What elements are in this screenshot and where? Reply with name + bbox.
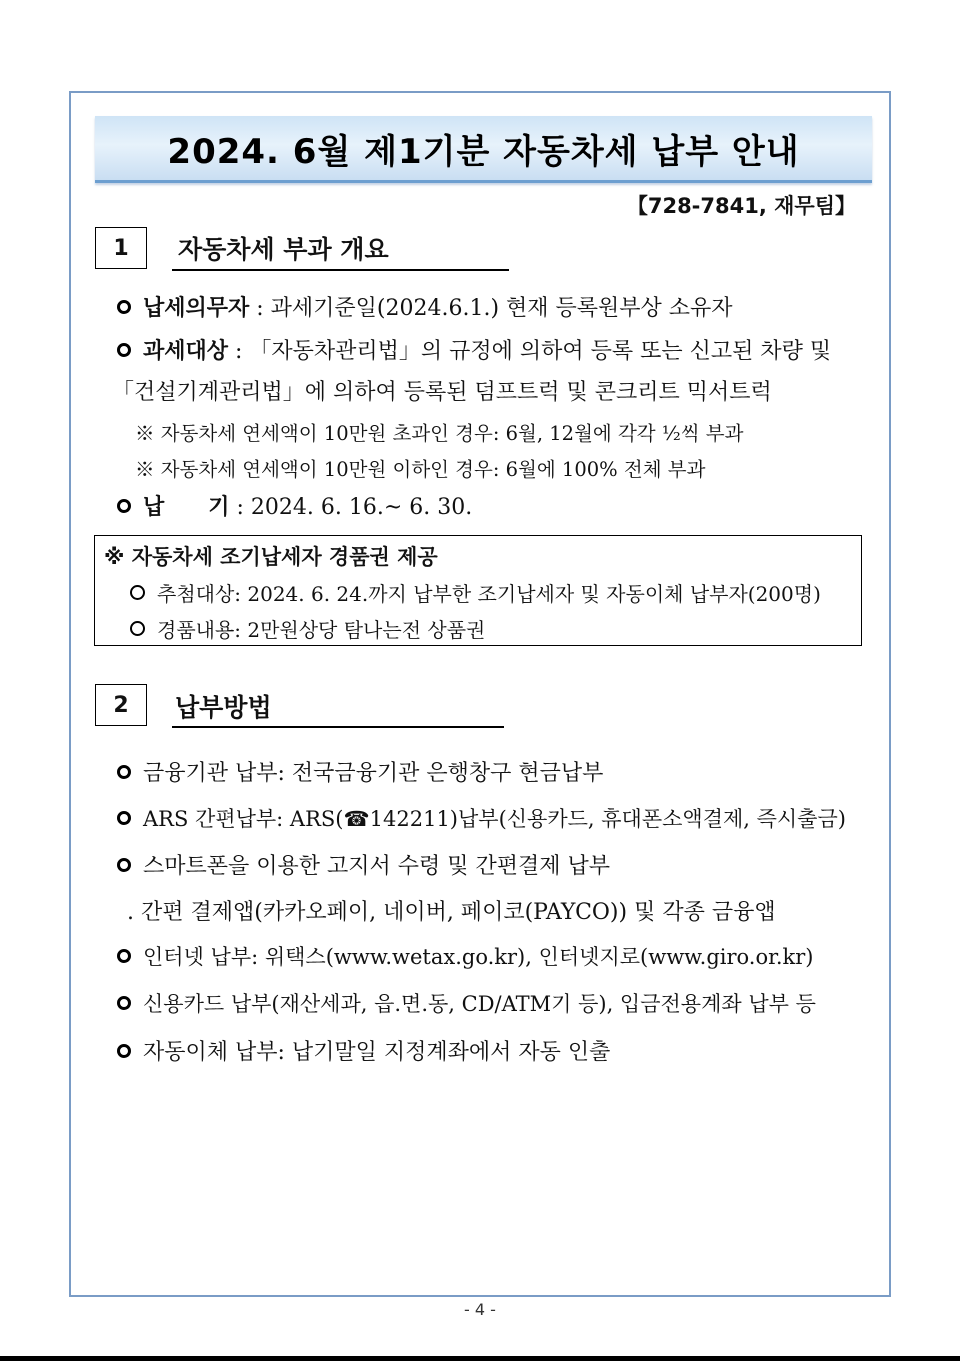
circle-bullet-icon [130,621,145,636]
note-over-100k: ※ 자동차세 연세액이 10만원 초과인 경우: 6월, 12월에 각각 ½씩 부과 [135,422,744,445]
notice-item-draw [130,578,821,607]
contact-info: 【728-7841, 재무팀】 [626,194,856,218]
title-banner [95,116,872,183]
payment-method-smartphone [117,849,610,880]
circle-bullet-icon [117,499,131,513]
deadline-label: 납 기 [143,495,230,520]
circle-bullet-icon [130,585,145,600]
circle-bullet-icon [117,300,131,314]
notice-item-prize-text: 경품내용: 2만원상당 탐나는전 상품권 [157,618,486,642]
section-number-1: 1 [95,227,147,269]
notice-title: ※ 자동차세 조기납세자 경품권 제공 [104,545,438,569]
section-title-1: 자동차세 부과 개요 [178,235,389,264]
target-text: : 「자동차관리법」의 규정에 의하여 등록 또는 신고된 차량 및 [235,339,832,364]
deadline-line [117,490,472,521]
payment-method-bank [117,756,603,787]
section-number-2: 2 [95,684,147,726]
taxpayer-label: 납세의무자 [143,296,250,321]
circle-bullet-icon [117,343,131,357]
deadline-text: : 2024. 6. 16.~ 6. 30. [236,495,473,520]
circle-bullet-icon [117,949,131,963]
section-title-2: 납부방법 [175,693,272,722]
circle-bullet-icon [117,765,131,779]
circle-bullet-icon [117,858,131,872]
target-label: 과세대상 [143,339,229,364]
payment-method-text: 스마트폰을 이용한 고지서 수령 및 간편결제 납부 [143,854,611,879]
circle-bullet-icon [117,811,131,825]
note-under-100k: ※ 자동차세 연세액이 10만원 이하인 경우: 6월에 100% 전체 부과 [135,458,706,481]
page-number: - 4 - [464,1300,496,1319]
payment-method-text: 인터넷 납부: 위택스(www.wetax.go.kr), 인터넷지로(www.giro.or.kr) [143,945,814,969]
payment-method-text: ARS 간편납부: ARS(☎142211)납부(신용카드, 휴대폰소액결제, 즉시출금) [143,807,846,831]
payment-method-text: 금융기관 납부: 전국금융기관 은행창구 현금납부 [143,761,604,786]
target-line [117,334,831,365]
notice-item-draw-text: 추첨대상: 2024. 6. 24.까지 납부한 조기납세자 및 자동이체 납부자(200명) [157,582,821,606]
payment-method-text: 자동이체 납부: 납기말일 지정계좌에서 자동 인출 [143,1040,611,1065]
target-text-continued: 「건설기계관리법」에 의하여 등록된 덤프트럭 및 콘크리트 믹서트럭 [112,380,772,405]
section-underline-1 [172,269,509,271]
payment-method-text: 신용카드 납부(재산세과, 읍.면.동, CD/ATM기 등), 입금전용계좌 납부 등 [143,992,816,1016]
circle-bullet-icon [117,1044,131,1058]
payment-method-card [117,988,816,1018]
taxpayer-text: : 과세기준일(2024.6.1.) 현재 등록원부상 소유자 [256,296,733,321]
section-underline-2 [172,726,504,728]
payment-method-autodebit [117,1035,610,1066]
scan-edge-bar [0,1356,960,1361]
notice-item-prize [130,614,485,643]
payment-method-apps: . 간편 결제앱(카카오페이, 네이버, 페이코(PAYCO)) 및 각종 금융앱 [127,900,776,925]
payment-method-internet [117,941,813,971]
page-title: 2024. 6월 제1기분 자동차세 납부 안내 [167,131,800,172]
circle-bullet-icon [117,996,131,1010]
payment-method-ars [117,803,846,833]
taxpayer-line [117,291,733,322]
